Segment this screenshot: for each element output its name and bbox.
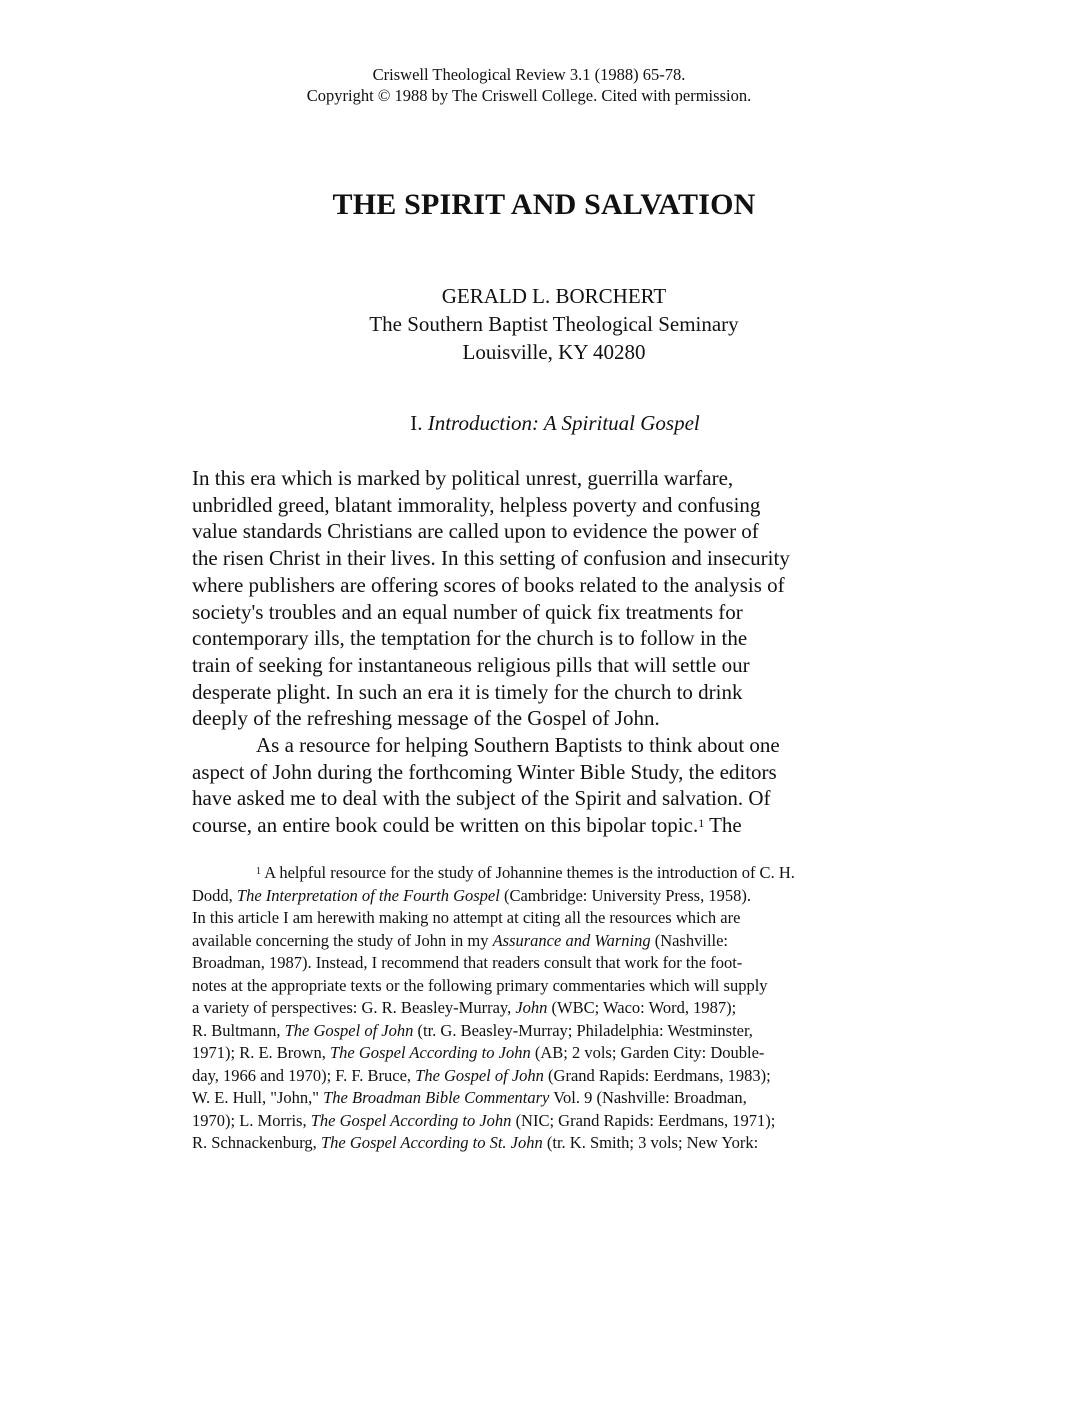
text-run: (WBC; Waco: Word, 1987); xyxy=(547,998,737,1017)
footnote xyxy=(192,862,912,1155)
text-line: the risen Christ in their lives. In this setting of confusion and insecurity xyxy=(192,546,790,571)
text-run: 1970); L. Morris, xyxy=(192,1110,311,1130)
copyright-line: Copyright © 1988 by The Criswell College. Cited with permission. xyxy=(306,86,752,105)
text-run: Dodd, xyxy=(192,885,237,905)
text-line: In this era which is marked by political unrest, guerrilla warfare, xyxy=(192,466,734,490)
book-title: The Gospel According to John xyxy=(329,1043,531,1062)
section-heading xyxy=(0,411,1088,436)
footnote-line xyxy=(192,1020,912,1043)
text-line: value standards Christians are called upon to evidence the power of xyxy=(192,519,759,544)
footnote-line xyxy=(192,862,912,885)
text-run: Vol. 9 (Nashville: Broadman, xyxy=(549,1088,747,1107)
text-line: contemporary ills, the temptation for the church is to follow in the xyxy=(192,626,748,651)
footnote-line xyxy=(192,930,912,953)
text-run: A helpful resource for the study of Johannine themes is the introduction of C. H. xyxy=(261,863,795,882)
text-line: train of seeking for instantaneous religious pills that will settle our xyxy=(192,652,750,677)
book-title: The Interpretation of the Fourth Gospel xyxy=(236,885,500,905)
text-run: R. Schnackenburg, xyxy=(192,1133,321,1152)
author-institution: The Southern Baptist Theological Seminary xyxy=(369,312,739,336)
footnote-reference[interactable]: 1 xyxy=(698,816,705,831)
footnote-line: Broadman, 1987). Instead, I recommend that readers consult that work for the foot- xyxy=(192,953,743,972)
author-name: GERALD L. BORCHERT xyxy=(441,284,667,308)
journal-header xyxy=(0,64,1088,106)
footnote-line xyxy=(192,885,912,908)
book-title: The Gospel of John xyxy=(415,1065,544,1085)
text-line: unbridled greed, blatant immorality, helpless poverty and confusing xyxy=(192,492,761,517)
book-title: John xyxy=(515,998,548,1017)
text-line: have asked me to deal with the subject of the Spirit and salvation. Of xyxy=(192,786,771,811)
book-title: The Broadman Bible Commentary xyxy=(323,1088,550,1107)
footnote-line xyxy=(192,1042,912,1065)
text-run: 1971); R. E. Brown, xyxy=(192,1043,330,1062)
section-number: I. xyxy=(410,411,423,435)
title-text: THE SPIRIT AND SALVATION xyxy=(332,188,756,221)
text-run: (Cambridge: University Press, 1958). xyxy=(499,885,751,905)
text-line: society's troubles and an equal number of quick fix treatments for xyxy=(192,599,743,624)
text-run: (Grand Rapids: Eerdmans, 1983); xyxy=(543,1065,771,1085)
footnote-line xyxy=(192,1110,912,1133)
text-run: (tr. K. Smith; 3 vols; New York: xyxy=(542,1133,759,1152)
author-location: Louisville, KY 40280 xyxy=(462,340,646,364)
author-block xyxy=(0,282,1088,366)
citation-line: Criswell Theological Review 3.1 (1988) 65-78. xyxy=(372,65,686,84)
footnote-line xyxy=(192,1087,912,1110)
paragraph-1 xyxy=(192,465,912,732)
text-line: As a resource for helping Southern Baptists to think about one xyxy=(256,733,780,758)
text-run: (tr. G. Beasley-Murray; Philadelphia: Westminster, xyxy=(413,1020,753,1040)
text-run: day, 1966 and 1970); F. F. Bruce, xyxy=(192,1065,416,1085)
text-run: W. E. Hull, "John," xyxy=(192,1088,324,1107)
text-line: desperate plight. In such an era it is timely for the church to drink xyxy=(192,679,743,704)
footnote-number: 1 xyxy=(256,866,261,877)
text-run: (NIC; Grand Rapids: Eerdmans, 1971); xyxy=(511,1110,776,1130)
section-title: Introduction: A Spiritual Gospel xyxy=(427,411,700,435)
footnote-line xyxy=(192,1132,912,1155)
book-title: The Gospel According to St. John xyxy=(320,1133,543,1152)
paragraph-2 xyxy=(192,732,912,839)
footnote-line xyxy=(192,1065,912,1088)
body-text xyxy=(192,465,912,839)
text-line: aspect of John during the forthcoming Winter Bible Study, the editors xyxy=(192,759,777,784)
text-line: deeply of the refreshing message of the Gospel of John. xyxy=(192,706,660,731)
text-run: R. Bultmann, xyxy=(192,1020,285,1040)
text-line: where publishers are offering scores of books related to the analysis of xyxy=(192,572,785,597)
text-run: available concerning the study of John in my xyxy=(192,930,493,950)
footnote-line: notes at the appropriate texts or the following primary commentaries which will supply xyxy=(192,975,768,995)
text-run: (AB; 2 vols; Garden City: Double- xyxy=(530,1043,765,1062)
article-title xyxy=(0,188,1088,222)
book-title: The Gospel According to John xyxy=(310,1110,512,1130)
text-run: a variety of perspectives: G. R. Beasley-Murray, xyxy=(192,998,516,1017)
text-line xyxy=(192,812,912,839)
text-run: The xyxy=(704,813,742,838)
footnote-line xyxy=(192,997,912,1020)
footnote-line: In this article I am herewith making no attempt at citing all the resources which are xyxy=(192,908,741,927)
book-title: The Gospel of John xyxy=(284,1020,414,1040)
book-title: Assurance and Warning xyxy=(492,930,651,950)
text-run: course, an entire book could be written on this bipolar topic. xyxy=(192,813,699,838)
text-run: (Nashville: xyxy=(650,930,729,950)
